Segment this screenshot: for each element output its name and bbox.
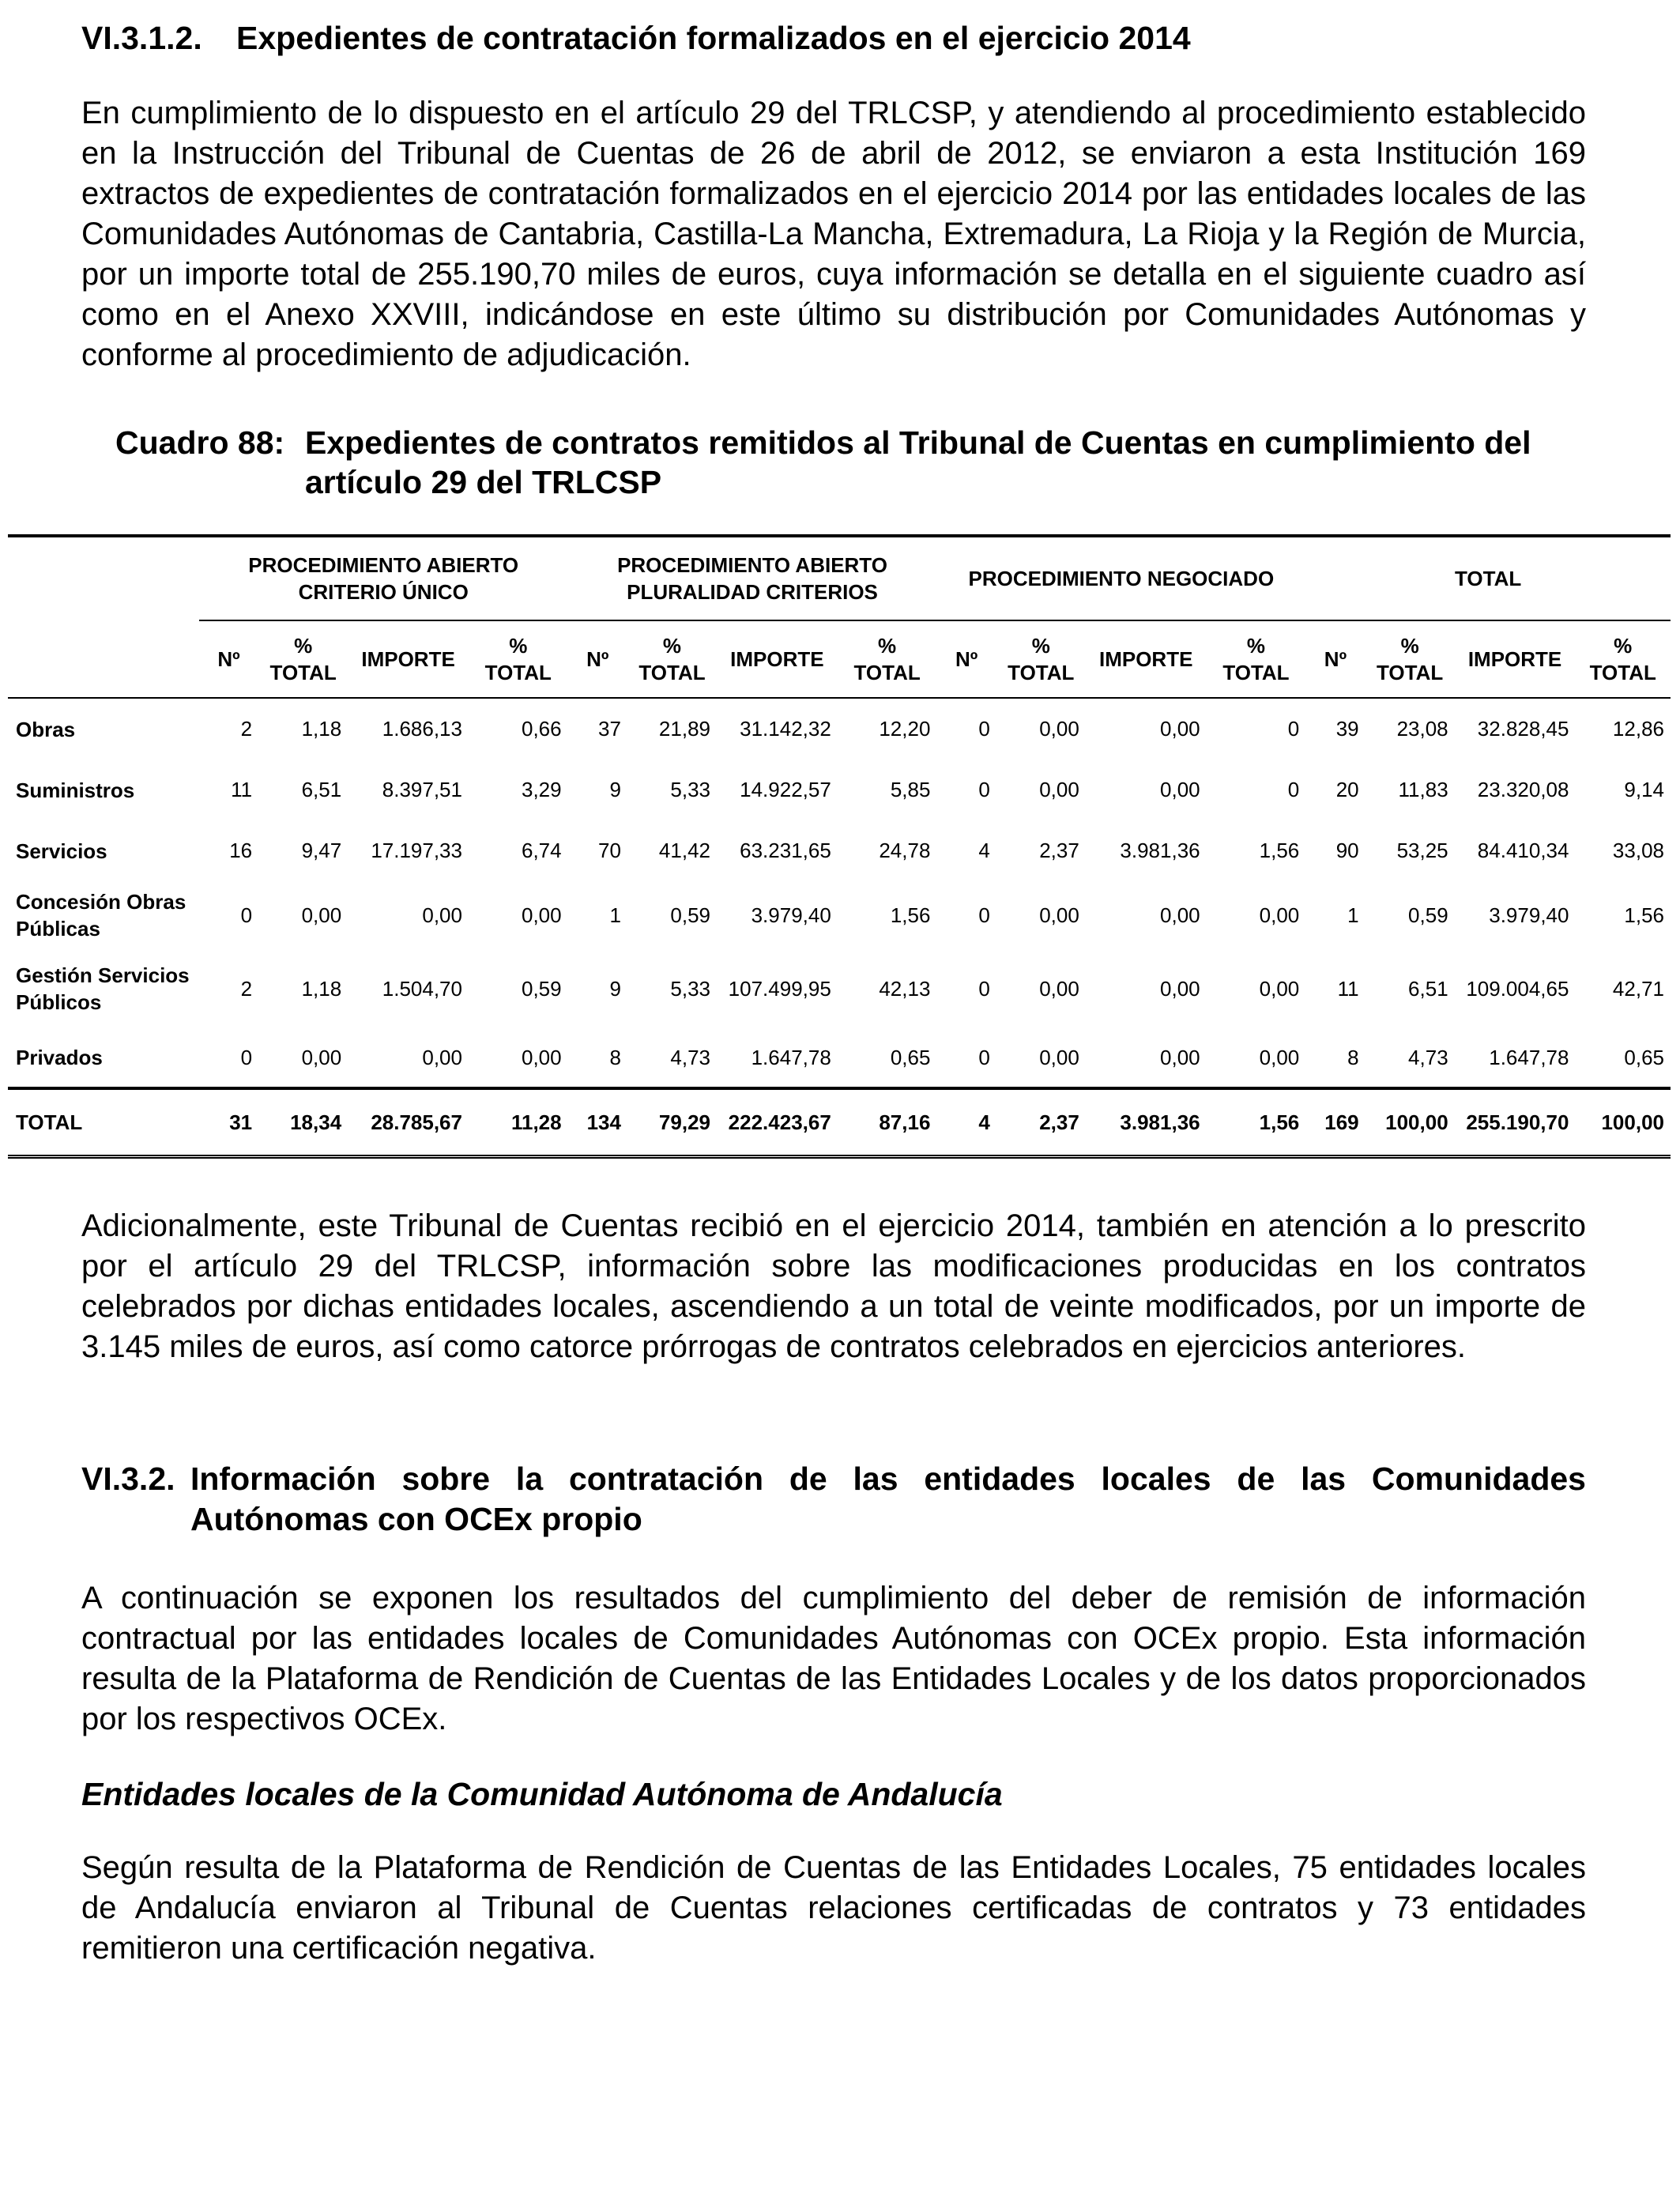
table-cell: 1,56 bbox=[890, 903, 931, 927]
table-cell: 0,00 bbox=[1039, 1045, 1079, 1069]
group-header: PROCEDIMIENTO ABIERTO CRITERIO ÚNICO bbox=[199, 536, 568, 620]
table-cell: 11,83 bbox=[1398, 778, 1448, 801]
table-cell: 42,71 bbox=[1612, 976, 1664, 1001]
table-cell: 0,65 bbox=[1624, 1045, 1664, 1069]
table-cell: 53,25 bbox=[1396, 839, 1448, 862]
table-cell: 31.142,32 bbox=[740, 717, 831, 741]
group-header: TOTAL bbox=[1305, 536, 1671, 620]
column-header-importe: IMPORTE bbox=[717, 620, 838, 698]
table-cell: 9,14 bbox=[1624, 778, 1664, 801]
table-cell: 107.499,95 bbox=[728, 976, 831, 1001]
table-cell: 9 bbox=[609, 976, 621, 1001]
column-header-pct: % TOTAL bbox=[258, 620, 348, 698]
table-cell: 0 bbox=[978, 976, 990, 1001]
table-cell: 0,00 bbox=[1259, 903, 1300, 927]
table-cell: 8 bbox=[609, 1045, 621, 1069]
table-cell: 18,34 bbox=[258, 1088, 348, 1157]
table-cell: 17.197,33 bbox=[371, 839, 462, 862]
section-number: VI.3.1.2. bbox=[81, 20, 202, 56]
table-row bbox=[8, 949, 1671, 1028]
table-cell: 0,65 bbox=[890, 1045, 931, 1069]
table-cell: 2,37 bbox=[996, 1088, 1086, 1157]
table-cell: 0,00 bbox=[1259, 976, 1300, 1001]
table-cell: 1,56 bbox=[1259, 839, 1300, 862]
table-cell: 39 bbox=[1335, 717, 1359, 741]
table-cell: 1,56 bbox=[1207, 1088, 1306, 1157]
table-cell: 0 bbox=[1287, 778, 1300, 801]
column-header-pct: % TOTAL bbox=[1365, 620, 1455, 698]
table-cell: 255.190,70 bbox=[1455, 1088, 1576, 1157]
column-header-pct: % TOTAL bbox=[996, 620, 1086, 698]
table-cell: 8 bbox=[1347, 1045, 1359, 1069]
table-caption bbox=[115, 423, 1585, 502]
table-cell: 11,28 bbox=[469, 1088, 568, 1157]
table-cell: 0,00 bbox=[1160, 903, 1200, 927]
section-heading-3-1-2 bbox=[81, 17, 1583, 58]
column-header-pct: % TOTAL bbox=[469, 620, 568, 698]
additional-paragraph: Adicionalmente, este Tribunal de Cuentas recibió en el ejercicio 2014, también en atención a lo prescrito por el artículo 29 del TRLCSP, información sobre las modificaciones producidas en los contratos celebrados por dichas entidades locales, ascendiendo a un total de veinte modificados, por un importe de 3.145 miles de euros, así como catorce prórrogas de contratos celebrados en ejercicios anteriores. bbox=[81, 1208, 1586, 1364]
table-cell: 31 bbox=[199, 1088, 258, 1157]
column-header-pct: % TOTAL bbox=[1575, 620, 1671, 698]
table-cell: 63.231,65 bbox=[740, 839, 831, 862]
row-label: Suministros bbox=[16, 778, 135, 802]
table-cell: 0,00 bbox=[1160, 1045, 1200, 1069]
table-cell: 100,00 bbox=[1575, 1088, 1671, 1157]
ocex-paragraph: A continuación se exponen los resultados del cumplimiento del deber de remisión de información contractual por las entidades locales de Comunidades Autónomas con OCEx propio. Esta información resulta de la Plataforma de Rendición de Cuentas de las Entidades Locales y de los datos proporcionados por los respectivos OCEx. bbox=[81, 1581, 1586, 1736]
table-cell: 0,00 bbox=[301, 903, 342, 927]
table-cell: 109.004,65 bbox=[1466, 976, 1569, 1001]
table-cell: 1 bbox=[1347, 903, 1359, 927]
table-cell: 9,47 bbox=[301, 839, 342, 862]
group-header: PROCEDIMIENTO ABIERTO PLURALIDAD CRITERIOS bbox=[568, 536, 937, 620]
table-cell: 1,56 bbox=[1624, 903, 1664, 927]
table-cell: 90 bbox=[1335, 839, 1359, 862]
table-row bbox=[8, 698, 1671, 760]
table-cell: 0,00 bbox=[422, 903, 462, 927]
table-cell: 169 bbox=[1305, 1088, 1365, 1157]
table-cell: 0,00 bbox=[522, 1045, 562, 1069]
table-cell: 2 bbox=[240, 717, 253, 741]
table-cell: 0,00 bbox=[1039, 976, 1079, 1001]
corner-cell bbox=[8, 536, 199, 620]
row-label: Gestión Servicios Públicos bbox=[16, 963, 190, 1014]
table-cell: 1 bbox=[609, 903, 621, 927]
row-label: TOTAL bbox=[8, 1088, 199, 1157]
row-label: Concesión Obras Públicas bbox=[16, 890, 186, 941]
table-cell: 42,13 bbox=[879, 976, 931, 1001]
column-header-pct: % TOTAL bbox=[627, 620, 717, 698]
table-cell: 222.423,67 bbox=[717, 1088, 838, 1157]
table-cell: 0 bbox=[978, 717, 990, 741]
table-cell: 3.979,40 bbox=[1489, 903, 1569, 927]
table-cell: 6,51 bbox=[301, 778, 342, 801]
table-cell: 70 bbox=[598, 839, 621, 862]
table-row bbox=[8, 760, 1671, 820]
andalucia-heading: Entidades locales de la Comunidad Autónoma de Andalucía bbox=[81, 1776, 1003, 1812]
table-cell: 33,08 bbox=[1612, 839, 1664, 862]
table-cell: 4,73 bbox=[1408, 1045, 1448, 1069]
table-cell: 32.828,45 bbox=[1477, 717, 1569, 741]
table-cell: 12,86 bbox=[1612, 717, 1664, 741]
table-cell: 1.647,78 bbox=[751, 1045, 831, 1069]
intro-paragraph: En cumplimiento de lo dispuesto en el artículo 29 del TRLCSP, y atendiendo al procedimiento establecido en la Instrucción del Tribunal de Cuentas de 26 de abril de 2012, se enviaron a esta Institución 169 extractos de expedientes de contratación formalizados en el ejercicio 2014 por las entidades locales de las Comunidades Autónomas de Cantabria, Castilla-La Mancha, Extremadura, La Rioja y la Región de Murcia, por un importe total de 255.190,70 miles de euros, cuya información se detalla en el siguiente cuadro así como en el Anexo XXVIII, indicándose en este último su distribución por Comunidades Autónomas y conforme al procedimiento de adjudicación. bbox=[81, 96, 1586, 372]
table-cell: 1,18 bbox=[301, 976, 342, 1001]
table-cell: 3.981,36 bbox=[1120, 839, 1200, 862]
table-cell: 5,33 bbox=[670, 976, 710, 1001]
table-cell: 0 bbox=[978, 778, 990, 801]
andalucia-paragraph: Según resulta de la Plataforma de Rendición de Cuentas de las Entidades Locales, 75 entidades locales de Andalucía enviaron al Tribunal de Cuentas relaciones certificadas de contratos y 73 entidades remitieron una certificación negativa. bbox=[81, 1850, 1586, 1966]
table-cell: 0,59 bbox=[522, 976, 562, 1001]
section-title: Información sobre la contratación de las entidades locales de las Comunidades Autónomas con OCEx propio bbox=[190, 1461, 1586, 1537]
row-label: Obras bbox=[16, 717, 76, 741]
table-row bbox=[8, 1088, 1671, 1157]
table-cell: 28.785,67 bbox=[348, 1088, 469, 1157]
table-cell: 23,08 bbox=[1396, 717, 1448, 741]
table-cell: 0,00 bbox=[1160, 778, 1200, 801]
table-cell: 2 bbox=[240, 976, 253, 1001]
table-cell: 21,89 bbox=[658, 717, 710, 741]
subheader-row bbox=[8, 620, 1671, 698]
table-cell: 2,37 bbox=[1039, 839, 1079, 862]
table-cell: 0,00 bbox=[1259, 1045, 1300, 1069]
section-heading-3-2 bbox=[81, 1459, 1586, 1540]
column-header-n: Nº bbox=[936, 620, 996, 698]
table-row bbox=[8, 881, 1671, 949]
column-header-n: Nº bbox=[1305, 620, 1365, 698]
contracts-table bbox=[8, 534, 1671, 1159]
column-header-importe: IMPORTE bbox=[1455, 620, 1576, 698]
table-cell: 3,29 bbox=[522, 778, 562, 801]
table-cell: 87,16 bbox=[838, 1088, 937, 1157]
table-row bbox=[8, 1028, 1671, 1088]
table-cell: 0 bbox=[240, 1045, 253, 1069]
section-number: VI.3.2. bbox=[81, 1461, 175, 1497]
table-row bbox=[8, 820, 1671, 881]
table-cell: 0,59 bbox=[1408, 903, 1448, 927]
column-header-pct: % TOTAL bbox=[838, 620, 937, 698]
table-cell: 1.504,70 bbox=[382, 976, 462, 1001]
table-cell: 41,42 bbox=[658, 839, 710, 862]
table-cell: 4 bbox=[936, 1088, 996, 1157]
table-cell: 11 bbox=[231, 778, 253, 801]
row-label: Privados bbox=[16, 1046, 103, 1069]
table-cell: 3.981,36 bbox=[1086, 1088, 1207, 1157]
table-cell: 1,18 bbox=[301, 717, 342, 741]
table-cell: 20 bbox=[1335, 778, 1359, 801]
table-cell: 16 bbox=[229, 839, 253, 862]
column-header-pct: % TOTAL bbox=[1207, 620, 1306, 698]
column-header-importe: IMPORTE bbox=[348, 620, 469, 698]
table-cell: 5,33 bbox=[670, 778, 710, 801]
table-cell: 0 bbox=[978, 903, 990, 927]
table-cell: 4,73 bbox=[670, 1045, 710, 1069]
table-cell: 0 bbox=[1287, 717, 1300, 741]
table-cell: 37 bbox=[598, 717, 621, 741]
table-cell: 0,59 bbox=[670, 903, 710, 927]
section-title: Expedientes de contratación formalizados en el ejercicio 2014 bbox=[236, 20, 1191, 56]
table-cell: 0 bbox=[240, 903, 253, 927]
table-cell: 1.647,78 bbox=[1489, 1045, 1569, 1069]
table-cell: 79,29 bbox=[627, 1088, 717, 1157]
table-cell: 134 bbox=[568, 1088, 627, 1157]
table-body bbox=[8, 698, 1671, 1157]
table-cell: 23.320,08 bbox=[1477, 778, 1569, 801]
caption-title: Expedientes de contratos remitidos al Tribunal de Cuentas en cumplimiento del artículo 29 del TRLCSP bbox=[305, 424, 1531, 500]
group-header: PROCEDIMIENTO NEGOCIADO bbox=[936, 536, 1305, 620]
table-cell: 14.922,57 bbox=[740, 778, 831, 801]
table-cell: 0,66 bbox=[522, 717, 562, 741]
corner-cell bbox=[8, 620, 199, 698]
caption-label: Cuadro 88: bbox=[115, 424, 285, 461]
table-cell: 1.686,13 bbox=[382, 717, 462, 741]
table-cell: 6,51 bbox=[1408, 976, 1448, 1001]
table-cell: 84.410,34 bbox=[1477, 839, 1569, 862]
table-cell: 0,00 bbox=[1039, 717, 1079, 741]
table-cell: 0,00 bbox=[422, 1045, 462, 1069]
row-label: Servicios bbox=[16, 839, 107, 863]
column-header-n: Nº bbox=[199, 620, 258, 698]
column-header-importe: IMPORTE bbox=[1086, 620, 1207, 698]
table-cell: 0,00 bbox=[1160, 717, 1200, 741]
table-cell: 0,00 bbox=[1160, 976, 1200, 1001]
table-cell: 24,78 bbox=[879, 839, 931, 862]
table-cell: 12,20 bbox=[879, 717, 931, 741]
table-cell: 5,85 bbox=[890, 778, 931, 801]
table-cell: 0,00 bbox=[1039, 778, 1079, 801]
table-cell: 8.397,51 bbox=[382, 778, 462, 801]
table-cell: 3.979,40 bbox=[751, 903, 831, 927]
table-cell: 0 bbox=[978, 1045, 990, 1069]
table-cell: 100,00 bbox=[1365, 1088, 1455, 1157]
table-cell: 0,00 bbox=[301, 1045, 342, 1069]
table-cell: 6,74 bbox=[522, 839, 562, 862]
column-header-n: Nº bbox=[568, 620, 627, 698]
table-cell: 9 bbox=[609, 778, 621, 801]
table-cell: 4 bbox=[978, 839, 990, 862]
table-cell: 0,00 bbox=[1039, 903, 1079, 927]
table-cell: 11 bbox=[1337, 976, 1359, 1001]
table-cell: 0,00 bbox=[522, 903, 562, 927]
